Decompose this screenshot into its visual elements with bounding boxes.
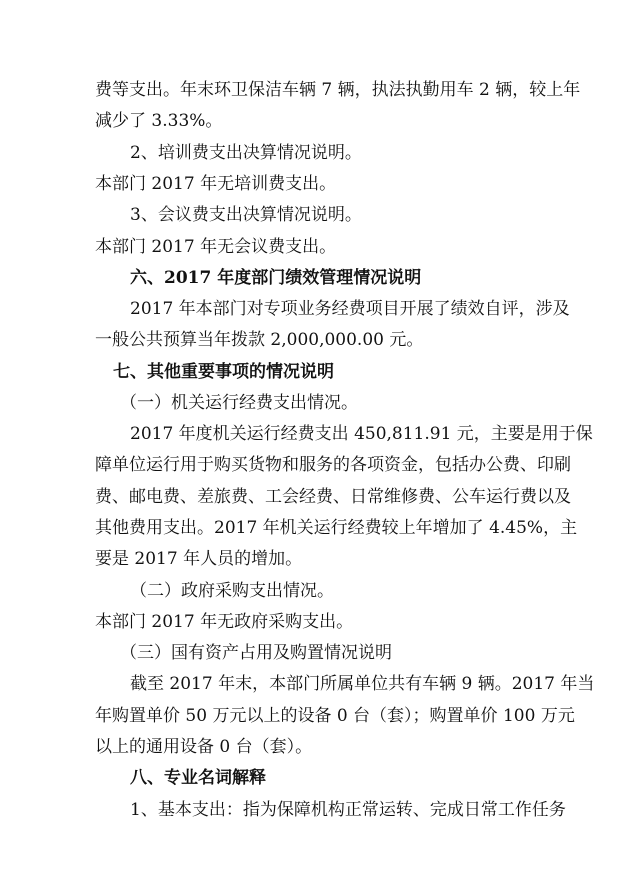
- body-text-line: 本部门 2017 年无政府采购支出。: [95, 612, 354, 632]
- body-text-line: 费等支出。年末环卫保洁车辆 7 辆，执法执勤用车 2 辆，较上年: [95, 80, 581, 100]
- subsection-heading: （一）机关运行经费支出情况。: [120, 393, 358, 413]
- subsection-heading: 2、培训费支出决算情况说明。: [130, 143, 362, 163]
- body-text-line: 1、基本支出：指为保障机构正常运转、完成日常工作任务: [130, 800, 566, 820]
- body-text-line: 一般公共预算当年拨款 2,000,000.00 元。: [95, 330, 424, 350]
- section-heading-7: 七、其他重要事项的情况说明: [113, 362, 334, 382]
- body-text-line: 本部门 2017 年无会议费支出。: [95, 237, 337, 257]
- section-heading-8: 八、专业名词解释: [130, 768, 266, 788]
- body-text-line: 本部门 2017 年无培训费支出。: [95, 174, 337, 194]
- body-text-line: 年购置单价 50 万元以上的设备 0 台（套）；购置单价 100 万元: [95, 706, 575, 726]
- body-text-line: 2017 年本部门对专项业务经费项目开展了绩效自评，涉及: [130, 299, 570, 319]
- body-text-line: 截至 2017 年末，本部门所属单位共有车辆 9 辆。2017 年当: [130, 674, 595, 694]
- subsection-heading: 3、会议费支出决算情况说明。: [130, 205, 362, 225]
- body-text-line: 以上的通用设备 0 台（套）。: [95, 737, 313, 757]
- body-text-line: 减少了 3.33%。: [95, 111, 223, 131]
- section-heading-6: 六、2017 年度部门绩效管理情况说明: [130, 268, 422, 288]
- body-text-line: 障单位运行用于购买货物和服务的各项资金，包括办公费、印刷: [95, 455, 571, 475]
- subsection-heading: （三）国有资产占用及购置情况说明: [120, 643, 392, 663]
- body-text-line: 要是 2017 年人员的增加。: [95, 549, 303, 569]
- body-text-line: 费、邮电费、差旅费、工会经费、日常维修费、公车运行费以及: [95, 487, 571, 507]
- body-text-line: 其他费用支出。2017 年机关运行经费较上年增加了 4.45%，主: [95, 518, 578, 538]
- subsection-heading: （二）政府采购支出情况。: [130, 581, 334, 601]
- body-text-line: 2017 年度机关运行经费支出 450,811.91 元，主要是用于保: [130, 424, 593, 444]
